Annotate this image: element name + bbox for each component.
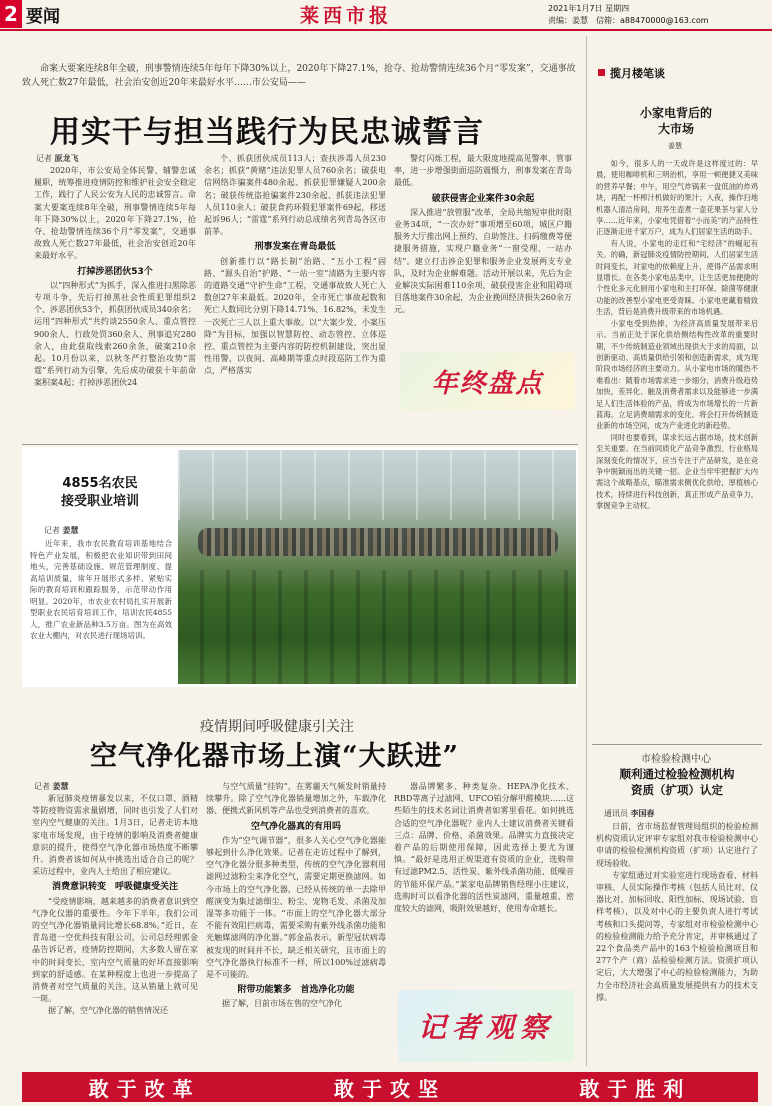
lead-paragraph: 命案大要案连续8年全破，刑事警情连续5年每年下降30%以上，2020年下降27.1%，抢夺、抢劫警情连续36个月“零发案”，交通事故致人死亡数27年最低，社会治安创近20年来最好水平……市公安局——	[22, 64, 576, 88]
sidebar-author: 姜慧	[668, 142, 682, 150]
article3-col1: 新冠肺炎疫情暴发以来，不仅口罩、酒精等防疫物资需求量剧增，同时也引发了人们对室内空气健康的关注。1月3日，记者走访本地家电市场发现，由于疫情的影响及消费者健康意识的提升，使得空气净化器市场热度不断攀升。消费者该如何从中挑选出适合自己的呢？采访过程中，业内人士给出了相应建议。 消费意识转变 呼吸健康受关注 “受疫情影响，越来越多的消费者意识到空气净化仪器的重要性。今年下半年，我们公司的空气净化器销量同比增长68.8%。”近日，在青岛道一空优科技有限公司，公司总经理郭金晶告诉记者，疫情防控期间，大多数人留在家中的时间变长，室内空气质量的好坏直接影响到家的舒适感。在某种程度上也进一步提高了消费者对空气质量的关注，这从销量上就可见一斑。 据了解，空气净化器的销售情况还	[32, 794, 198, 1016]
side-news-body: 日前，省市场监督管理局组织的检验检测机构资质认定评审专家组对我市检验检测中心申请的检验检测机构资质（扩项）认定进行了现场验收。 专家组通过对实验室进行现场查看、材料审核、人员实际操作考核（包括人员比对、仪器比对、加标回收、阳性加标、现场试验、盲样考核），以及对中心的主要负责人进行考试考核和口头提问等，专家组对市检验检测中心的检验检测能力给予充分肯定，并审核通过了22个食品类产品中的163个检验检测项目和277个产（商）品检验检测方法。资质扩项认定后，大大增强了中心的检验检测能力，为助力全市经济社会高质量发展提供有力的技术支撑。	[596, 822, 758, 1002]
year-end-review-badge: 年终盘点	[400, 352, 575, 410]
slogan-banner	[22, 1072, 758, 1102]
reporter-observation-badge: 记者观察	[398, 990, 574, 1062]
editor-info: 责编：姜慧 信箱：a88470000@163.com	[548, 16, 709, 25]
header-rule	[0, 29, 772, 31]
greenhouse-training-photo	[178, 450, 576, 684]
section-name: 要闻	[26, 7, 60, 27]
side-news-byline: 通讯员 李国春	[604, 809, 655, 818]
article3-byline: 记者 姜慧	[34, 782, 69, 791]
article2-headline: 4855名农民 接受职业培训	[60, 476, 139, 509]
page-number: 2	[0, 0, 22, 28]
sidebar-body: 如今，很多人的一天或许是这样度过的：早晨，使用咖啡机和三明治机，享用一顿便捷又美味的营养早餐；中午，用空气炸锅来一盘低油的炸鸡块，再配一杯榨汁机做好的果汁；入夜，操作扫地机器人清洁房间，用养生壶煮一壶花果茶与家人分享……近年来，小家电凭借着“小而美”的产品特性正逐渐走进千家万户，成为人们居家生活的助手。 有人说，小家电的走红和“宅经济”的崛起有关。的确，新冠肺炎疫情防控期间，人们居家生活时间变长，对家电的依赖度上升，使得产品需求明显增长。在各类小家电品类中，让生活更加便捷的个性化多元化厨用小家电和主打环保、除菌等健康功能的改善型小家电更受青睐。小家电更藏着精致生活，背后是消费升级带来的市场机遇。 小家电受到热捧，为经济高质量发展带来启示。当前正处于深化供给侧结构性改革的重要时期，不少传统制造业领域出现供大于求的局面，以创新驱动、高质量供给引领和创造新需求，成为现阶段市场经济的主要动力。从小家电市场的暖热不难看出：随着市场需求进一步细分，消费升级趋势加快，差异化、触及消费者需求以及能够进一步满足人们生活体验的产品，将成为市场增长的一片新蓝海。立足消费端需求的变化，将会打开传统制造业新的市场空间，成为产业进化的新趋势。 同时也要看到，谋求长远占据市场，技术创新至关重要。在当前同质化产品竞争激烈、行业格局深刻变化的情况下，应当专注于产品研发，是在竞争中脱颖而出的关键一招。企业当牢牢把握扩大内需这个战略基点，瞄准需求侧优化供给，厚植核心技术，持续进行科技创新，真正形成产品竞争力，掌握竞争主动权。	[596, 159, 758, 511]
article3-col3: 器品牌繁多、种类复杂。HEPA净化技术、RBD等离子过滤网、UFCO铂分解甲醛模块……这些陌生的技术名词让消费者如雾里看花。如何挑选合适的空气净化器呢？业内人士建议消费者关键看三点：品牌、价格、杀菌效果。品牌实力直接决定着产品的后期使用保障，因此选择上要尤为谨慎。“最好是选用正规渠道有资质的企业，选购带有过滤PM2.5、活性炭、紫外线杀菌功能、低噪音的节能环保产品。”某家电品牌销售经理小庄建议，选购时可以看净化器的活性炭滤网，重量越重、密度较大的滤网，吸附效果越好，使用寿命越长。	[394, 782, 574, 914]
article1-col3: 警灯闪烁工程，最大限度地提高见警率、管事率，进一步增强街面巡防震慑力，刑事发案在青岛最低。 破获侵害企业案件30余起 深入推进“放管服”改革，全局共缩短审批时限业务34项，“一次办好”事项增至60项，城区户籍服务大厅推出网上预约、自助签注、扫码缴费等便捷服务措施，实现户籍业务“一窗受理、一站办结”。建立打击涉企犯罪和服务企业发展两支专业队，及时为企业解难题。活动开展以来，先后为企业解决实际困难110余项，破获侵害企业和阻碍项目落地案件30余起，为企业挽回经济损失260余万元。	[394, 154, 572, 315]
article3-headline: 空气净化器市场上演“大跃进”	[90, 741, 460, 772]
slogan-3: 敢于胜利	[579, 1076, 692, 1101]
column-name: 揽月楼笔谈	[610, 67, 665, 80]
article2-byline: 记者 姜慧	[44, 526, 79, 535]
slogan-2: 敢于攻坚	[333, 1076, 446, 1101]
newspaper-logo: 莱西市报	[300, 5, 393, 27]
issue-date: 2021年1月7日 星期四	[548, 4, 630, 13]
article1-col2: 个、抓获团伙成员113人；查扶涉毒人员230余名；抓获“黄赌”违法犯罪人员760余名；破获电信网络诈骗案件480余起、抓获犯罪嫌疑人200余名；破获传统盗抢骗案件230余起、抓获违法犯罪人员110余人；破获食药环假犯罪案件69起，移送起诉96人；“雷霆”系列行动总成绩名列青岛各区市前茅。 刑事发案在青岛最低 创新推行以“路长制”治路、“五小工程”固路、“源头自治”护路、“一站一室”清路为主要内容的道路交通“守护生命”工程，交通事故致人死亡人数创27年来最低。2020年，全市死亡事故起数和死亡人数同比分别下降14.71%、16.82%，未发生一次死亡三人以上重大事故。以“大案少发、小案压降”为目标，加强以智慧防控、动态管控、立体巡控、重点管控为主要内容的防控机制建设，突出显性用警，以夜间、高峰期等重点时段巡防工作为重点，严格落实	[204, 154, 386, 376]
article1-byline: 记者 原龙飞	[36, 154, 79, 163]
article1-headline: 用实干与担当践行为民忠诚誓言	[50, 115, 484, 150]
article2-body: 近年来，我市农民教育培训基地结合特色产业发展，积极把农业知识带到田间地头，完善基础设施、规范管理制度、提高培训质量，常年开展形式多样、紧贴实际的教育培训和跟踪服务，示范带动作用明显。2020年，市农业农村局扎实开展新型职业农民培育培训工作，培训农民4855人，推广农业新品种3.5万亩。图为在高效农业大棚内，对农民进行现场培训。	[30, 539, 172, 640]
side-news-headline: 顺利通过检验检测机构 资质（扩项）认定	[619, 767, 735, 797]
sidebar-headline: 小家电背后的 大市场	[639, 106, 712, 136]
article1-col1: 2020年，市公安局全体民警、辅警忠诚履职，统筹推进疫情防控和维护社会安全稳定工作，践行了人民公安为人民的忠诚誓言。命案大要案连续8年全破，刑事警情连续5年每年下降30%以上，2020年下降27.1%，抢夺、抢劫警情连续36个月“零发案”，交通事故致人死亡数27年最低，社会治安创近20年来最好水平。 打掉涉恶团伙53个 以“四种形式”为抓手，深入推进扫黑除恶专项斗争，先后打掉黑社会性质犯罪组织2个、涉恶团伙53个，抓获团伙成员340余名；运用“四种形式”共约谈2550余人、重点管控900余人、行政处罚360余人、刑事追究280余人，由此获取线索260余条，破案210余起。10月份以来，以秋冬严打整治攻势“雷霆”系列行动为引擎，先后成功破获十年前命案积案4起；打掉涉恶团伙24	[34, 166, 196, 388]
article3-col2: 与空气质量“挂钩”，在雾霾天气频发时销量持续攀升。除了空气净化器销量增加之外，车载净化器、便携式新风机等产品也受到消费者的喜欢。 空气净化器真的有用吗 作为“空气调节器”，很多人关心空气净化器能够起到什么净化效果。记者在走访过程中了解到，空气净化器分很多种类型，传统的空气净化器利用滤网过滤粉尘来净化空气，需要定期更换滤网。如今市场上的空气净化器，已经从传统的单一去除甲醛演变为集过滤细尘、粉尘、宠物毛发、杀菌及加湿等多功能于一体。“市面上的空气净化器大部分不能有效阻拦病毒，需要采购有紫外线杀菌功能和光触媒滤网的净化器。”郭金晶表示，新型冠状病毒被发现的时间并不长，缺乏相关研究，且市面上的空气净化器执行标准不一样，所以100%过滤病毒是不可能的。 附带功能繁多 首选净化功能 据了解，目前市场在售的空气净化	[206, 782, 386, 1009]
side-news-subhead: 市检验检测中心	[641, 754, 711, 765]
column-marker	[598, 69, 605, 76]
article3-subhead: 疫情期间呼吸健康引关注	[200, 719, 354, 735]
slogan-1: 敢于改革	[88, 1076, 201, 1101]
